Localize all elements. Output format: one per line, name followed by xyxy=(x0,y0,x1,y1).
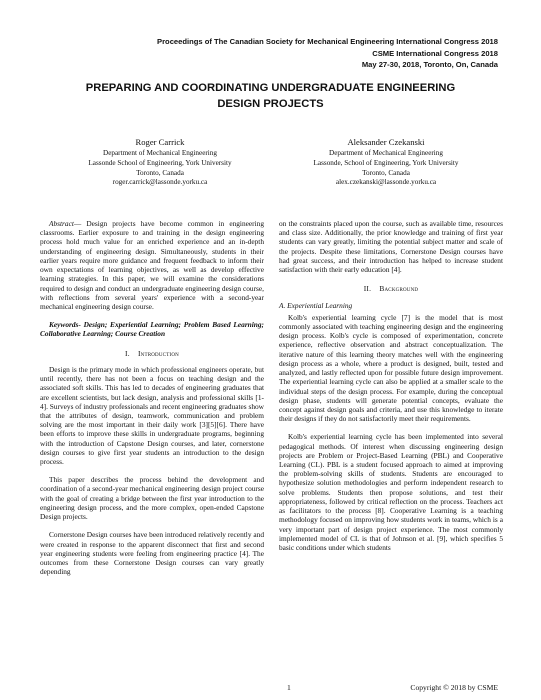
proceedings-header xyxy=(38,36,498,71)
author-email[interactable]: alex.czekanski@lassonde.yorku.ca xyxy=(335,178,437,187)
author-city: Toronto, Canada xyxy=(362,168,410,177)
subsection-heading-experiential-learning: A. Experiential Learning xyxy=(279,300,353,310)
left-column xyxy=(40,219,264,576)
page-number: 1 xyxy=(287,683,291,692)
paragraph: Kolb's experiential learning cycle has been implemented into several pedagogical methods. Of interest when discussing engineering design projects are Problem or Project-Based Learning (PBL) and Cooperative Learning (CL). PBL is a student focused approach to aimed at improving the problem-solving skills of students. Students are encouraged to hypothesize solution methodologies and perform independent research to solve problems. Students then propose solutions, and test their appropriateness, followed by critical reflection on the process. Teachers act as facilitators to the process [8]. Cooperative Learning is a teaching methodology focused on improving how students work in teams, which is a very important part of design project experience. The most commonly implemented model of CL is that of Johnson et al. [9], which specifies 5 basic conditions under which students xyxy=(279,432,503,552)
abstract-label: Abstract xyxy=(49,219,74,228)
paragraph: Cornerstone Design courses have been introduced relatively recently and were created in response to the apparent disconnect that first and second year engineering students were feeling from engineering practice [4]. The outcomes from these Cornerstone Design courses can vary greatly depending xyxy=(40,530,264,577)
keywords: Keywords- Design; Experiential Learning; Problem Based Learning; Collaborative Learning; Course Creation xyxy=(40,320,264,339)
author-department: Department of Mechanical Engineering xyxy=(329,149,443,157)
abstract xyxy=(40,219,264,311)
paragraph: Design is the primary mode in which professional engineers operate, but until recently, there has not been a focus on teaching design and the associated soft skills. This has led to decades of engineering graduates that are excellent scientists, but lack design, analysis and professional skills [1-4]. Surveys of industry professionals and recent engineering graduates show that the attributes of design, teamwork, communication and problem solving are the most important in their daily work [3][5][6]. There have been efforts to improve these skills in undergraduate programs, beginning with the introduction of Capstone Design courses, and later, cornerstone design courses to give first year students an introduction to the design process. xyxy=(40,364,264,467)
section-heading-background: II. Background xyxy=(363,284,419,294)
paper-title-line-2: DESIGN PROJECTS xyxy=(217,97,324,110)
author-block-1 xyxy=(40,137,280,188)
abstract-text: — Design projects have become common in engineering classrooms. Earlier exposure to and training in the design engineering process hold much value for an enriched experience and an in-depth understanding of engineering design. Simultaneously, students in their earlier years require more guidance and frequent feedback to inform their own expectations of learning objectives, as well as develop effective learning strategies. In this paper, we will examine the considerations required to design and conduct an undergraduate engineering design course, with reflections from several years' experience with a second-year mechanical engineering design course. xyxy=(40,219,264,311)
author-block-2 xyxy=(266,137,506,188)
proceedings-line-2: CSME International Congress 2018 xyxy=(372,48,498,58)
author-school: Lassonde School of Engineering, York University xyxy=(88,158,232,167)
author-name: Roger Carrick xyxy=(135,137,185,147)
section-heading-introduction: I. Introduction xyxy=(125,348,179,358)
paper-title xyxy=(40,81,501,112)
proceedings-line-3: May 27-30, 2018, Toronto, On, Canada xyxy=(361,60,498,69)
paper-title-line-1: PREPARING AND COORDINATING UNDERGRADUATE ENGINEERING xyxy=(85,82,456,94)
paragraph: Kolb's experiential learning cycle [7] is the model that is most commonly associated with teaching engineering design and the engineering design process. Kolb's cycle is composed of experimentation, concrete experience, reflective observation and abstract conceptualization. The iterative nature of this learning theory matches well with the engineering design process as a whole, where a product is designed, built, tested and analyzed, and lastly reflected upon for possible future design improvement. The experiential learning cycle can also be applied at a smaller scale to the individual steps of the design process. For example, during the conceptual design phase, students will generate potential concepts, evaluate the concept against design goals and criteria, and use this knowledge to iterate their designs if they do not satisfactorily meet their requirements. xyxy=(279,312,503,424)
author-city: Toronto, Canada xyxy=(136,168,184,177)
copyright-notice: Copyright © 2018 by CSME xyxy=(410,683,498,692)
proceedings-line-1: Proceedings of The Canadian Society for Mechanical Engineering International Congress 2018 xyxy=(157,37,498,46)
author-email[interactable]: roger.carrick@lassonde.yorku.ca xyxy=(112,178,208,187)
right-column xyxy=(279,219,503,552)
author-name: Aleksander Czekanski xyxy=(347,137,425,147)
paragraph: This paper describes the process behind the development and coordination of a second-year mechanical engineering design project course with the goal of creating a bridge between the first year introduction to the engineering design process, and the more complex, open-ended Capstone Design projects. xyxy=(40,475,264,522)
author-school: Lassonde, School of Engineering, York University xyxy=(313,158,459,167)
paragraph: on the constraints placed upon the course, such as available time, resources and class size. Additionally, the prior knowledge and training of first year students can vary greatly, limiting the potential subject matter and scale of the projects. Despite these limitations, Cornerstone Design courses have had great success, and their introduction has helped to increase student satisfaction with their early education [4]. xyxy=(279,219,503,275)
author-department: Department of Mechanical Engineering xyxy=(103,149,217,157)
